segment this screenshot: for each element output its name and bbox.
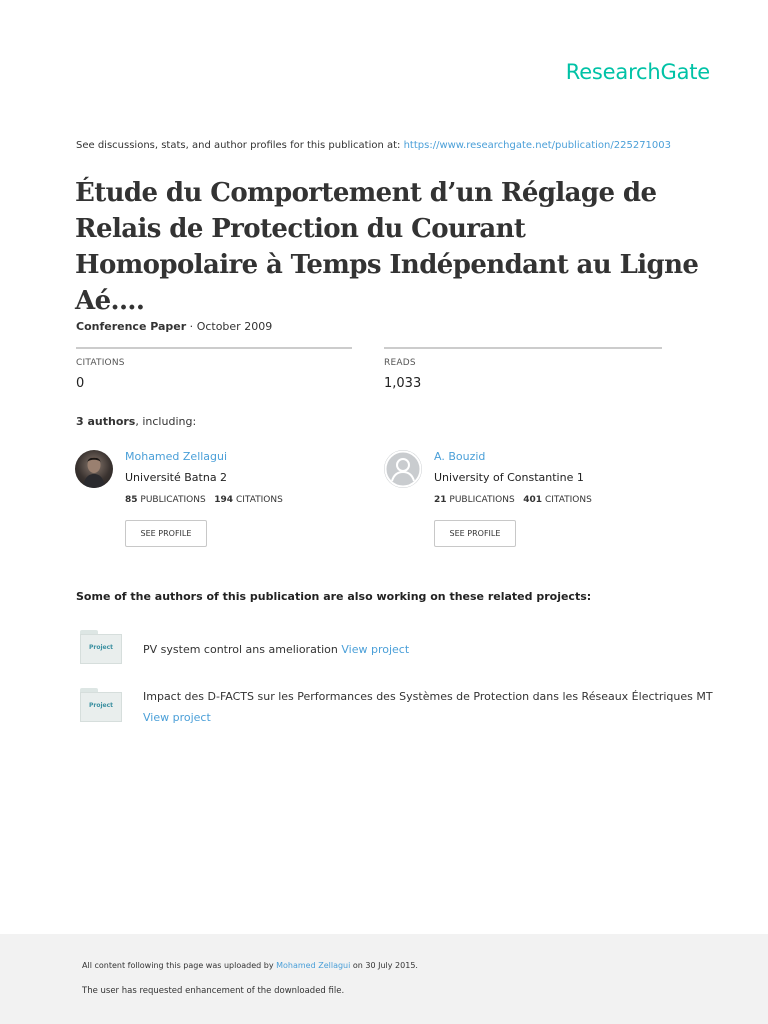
publication-date: October 2009 <box>196 320 273 333</box>
author-publications-label: PUBLICATIONS <box>449 495 515 505</box>
author-publications-count: 85 <box>125 495 138 505</box>
project-title: PV system control ans amelioration <box>143 643 338 656</box>
project-folder-icon[interactable] <box>80 630 122 664</box>
upload-suffix: on 30 July 2015. <box>352 961 418 970</box>
citations-label: CITATIONS <box>76 358 125 368</box>
publication-url-link[interactable]: https://www.researchgate.net/publication/225271003 <box>403 140 672 151</box>
author-citations-count: 194 <box>214 495 234 505</box>
person-photo-icon <box>75 450 113 488</box>
project-folder-icon[interactable] <box>80 688 122 722</box>
reads-divider <box>384 347 662 349</box>
date-separator: · <box>186 320 197 333</box>
upload-prefix: All content following this page was uploaded by <box>82 961 274 970</box>
project-text <box>143 686 723 728</box>
author-publications-count: 21 <box>434 495 447 505</box>
author-publications-label: PUBLICATIONS <box>140 495 206 505</box>
view-project-link[interactable]: View project <box>143 711 211 724</box>
publication-title: Étude du Comportement d’un Réglage de Relais de Protection du Courant Homopolaire à Temps Indépendant au Ligne Aé.... <box>75 178 699 316</box>
discussion-prefix: See discussions, stats, and author profiles for this publication at: <box>76 140 401 151</box>
user-silhouette-icon <box>384 450 422 488</box>
reads-value: 1,033 <box>384 376 422 391</box>
citations-divider <box>76 347 352 349</box>
upload-info <box>82 961 418 970</box>
researchgate-logo[interactable]: ResearchGate <box>565 60 710 84</box>
author-institution: University of Constantine 1 <box>434 471 584 484</box>
author-placeholder-avatar[interactable] <box>384 450 422 488</box>
uploader-link[interactable]: Mohamed Zellagui <box>276 961 351 970</box>
discussion-line <box>76 140 671 151</box>
folder-label: Project <box>88 702 114 709</box>
publication-type-line <box>76 320 272 333</box>
author-name-link[interactable]: Mohamed Zellagui <box>125 450 228 463</box>
authors-suffix: , including: <box>135 415 197 428</box>
project-text <box>143 639 723 660</box>
see-profile-button[interactable]: SEE PROFILE <box>434 520 516 547</box>
author-stats <box>434 495 592 505</box>
authors-summary <box>76 415 196 428</box>
project-title: Impact des D-FACTS sur les Performances des Systèmes de Protection dans les Réseaux Électriques MT <box>143 690 713 703</box>
author-name-link[interactable]: A. Bouzid <box>434 450 486 463</box>
folder-label: Project <box>88 644 114 651</box>
see-profile-button[interactable]: SEE PROFILE <box>125 520 207 547</box>
reads-label: READS <box>384 358 416 368</box>
footer <box>0 934 768 1024</box>
author-citations-label: CITATIONS <box>544 495 592 505</box>
related-projects-heading: Some of the authors of this publication are also working on these related projects: <box>76 590 592 603</box>
author-stats <box>125 495 283 505</box>
publication-type: Conference Paper <box>76 320 187 333</box>
author-photo-avatar[interactable] <box>75 450 113 488</box>
author-citations-label: CITATIONS <box>235 495 283 505</box>
view-project-link[interactable]: View project <box>341 643 410 656</box>
citations-value: 0 <box>76 376 85 391</box>
author-institution: Université Batna 2 <box>125 471 228 484</box>
authors-count: 3 authors <box>76 415 136 428</box>
enhancement-note: The user has requested enhancement of the downloaded file. <box>82 986 345 996</box>
author-citations-count: 401 <box>523 495 543 505</box>
